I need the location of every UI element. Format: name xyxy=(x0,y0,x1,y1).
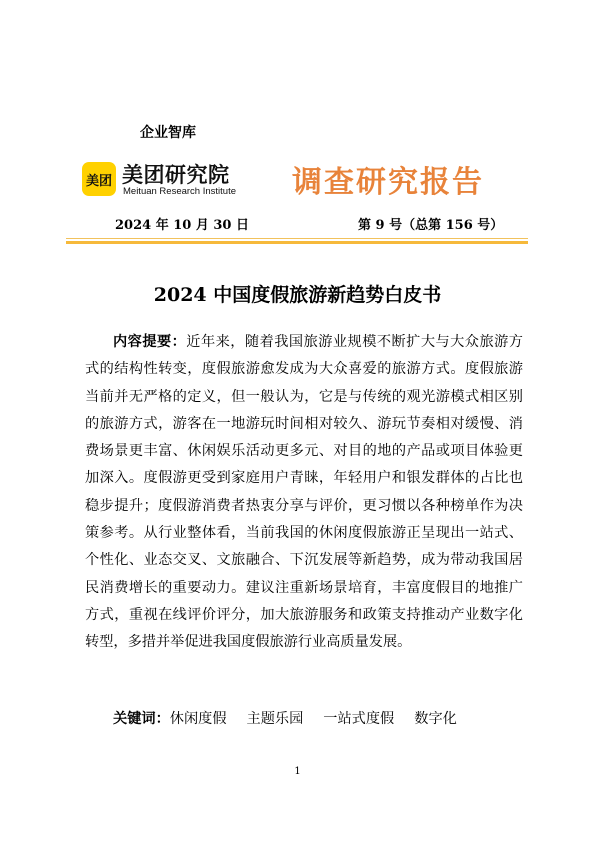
institute-name-cn: 美团研究院 xyxy=(122,163,230,187)
keywords-label: 关键词： xyxy=(113,711,170,727)
header-divider-thick xyxy=(66,241,528,244)
meituan-research-logo xyxy=(82,160,250,200)
keywords-line xyxy=(113,708,477,728)
think-tank-label: 企业智库 xyxy=(140,125,196,141)
keyword: 数字化 xyxy=(414,711,457,727)
page-number: 1 xyxy=(294,766,301,777)
abstract-label: 内容提要： xyxy=(113,334,187,350)
header-divider-thin xyxy=(66,238,528,239)
abstract-paragraph xyxy=(85,329,523,657)
meituan-badge-icon: 美团 xyxy=(82,162,116,196)
keyword: 一站式度假 xyxy=(323,711,395,727)
keyword: 休闲度假 xyxy=(169,711,227,727)
issue-number: 第 9 号（总第 156 号） xyxy=(358,218,504,233)
report-date: 2024 年 10 月 30 日 xyxy=(115,218,249,233)
keyword: 主题乐园 xyxy=(246,711,304,727)
institute-name-en: Meituan Research Institute xyxy=(123,186,237,197)
abstract-text: 近年来，随着我国旅游业规模不断扩大与大众旅游方式的结构性转变，度假旅游愈发成为大众喜爱的旅游方式。度假旅游当前并无严格的定义，但一般认为，它是与传统的观光游模式相区别的旅游方式，游客在一地游玩时间相对较久、游玩节奏相对缓慢、消费场景更丰富、休闲娱乐活动更多元、对目的地的产品或项目体验更加深入。度假游更受到家庭用户青睐，年轻用户和银发群体的占比也稳步提升；度假游消费者热衷分享与评价，更习惯以各种榜单作为决策参考。从行业整体看，当前我国的休闲度假旅游正呈现出一站式、个性化、业态交叉、文旅融合、下沉发展等新趋势，成为带动我国居民消费增长的重要动力。建议注重新场景培育，丰富度假目的地推广方式，重视在线评价评分，加大旅游服务和政策支持推动产业数字化转型，多措并举促进我国度假旅游行业高质量发展。 xyxy=(85,334,523,651)
document-title: 2024 中国度假旅游新趋势白皮书 xyxy=(153,284,442,306)
report-type-title: 调查研究报告 xyxy=(292,165,484,200)
